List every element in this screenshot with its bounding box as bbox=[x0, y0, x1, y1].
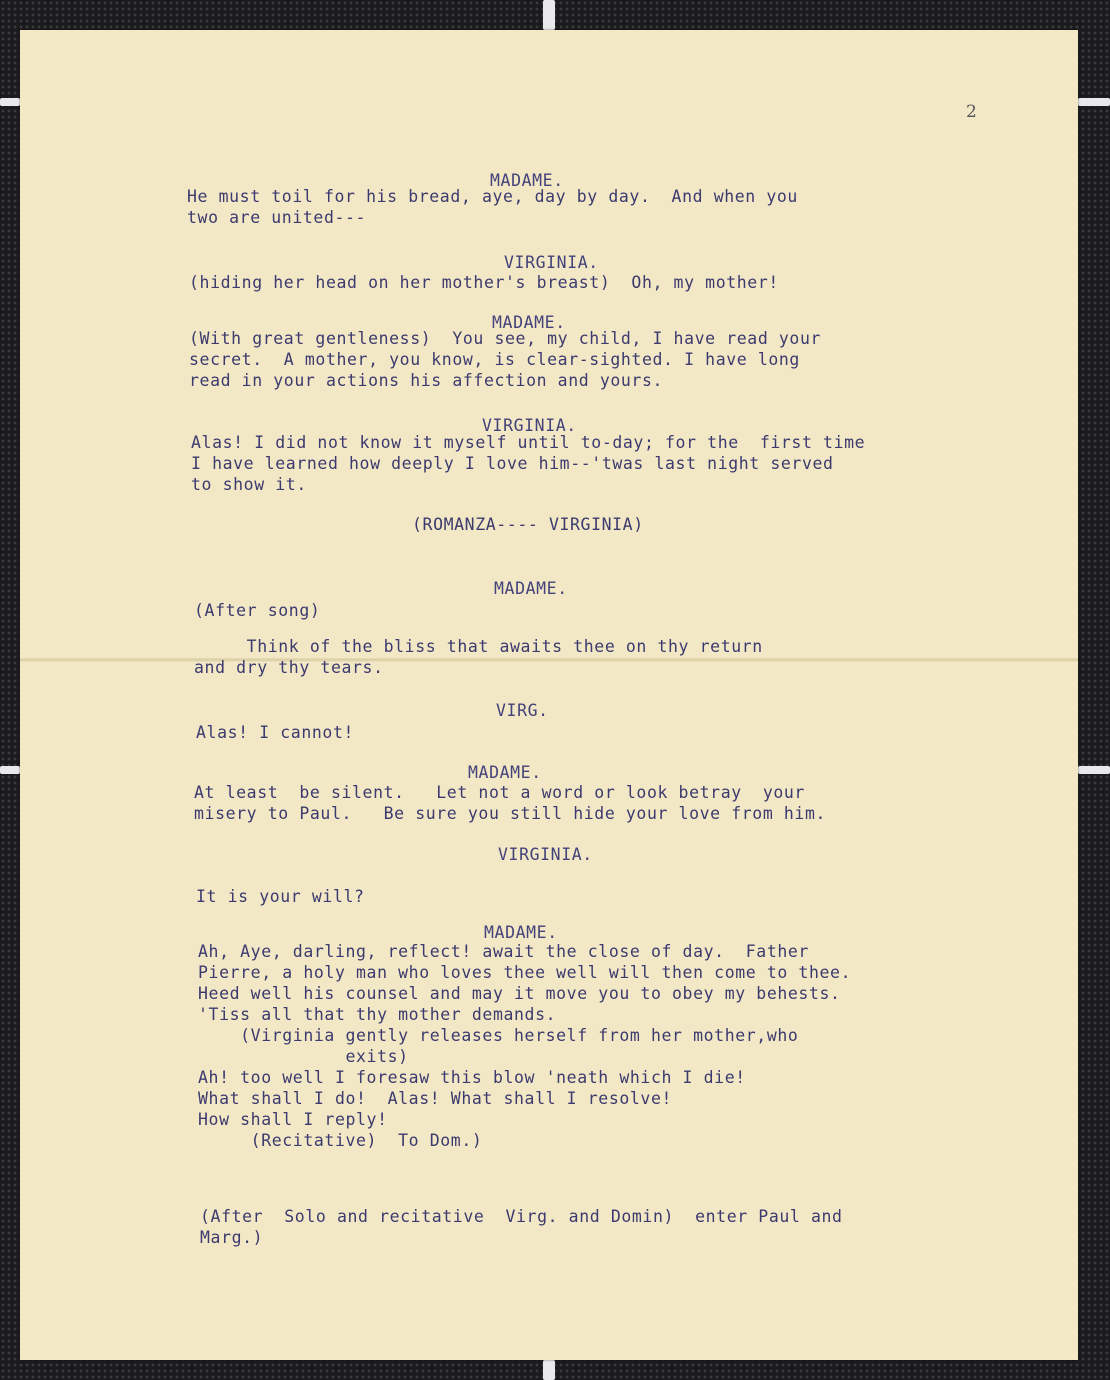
speaker-virginia: VIRGINIA. bbox=[482, 416, 577, 435]
binder-clip-right-top bbox=[1078, 98, 1110, 106]
binder-clip-left-bottom bbox=[0, 766, 20, 774]
page-number: 2 bbox=[966, 102, 978, 122]
dialogue-line: Think of the bliss that awaits thee on thy return and dry thy tears. bbox=[194, 637, 763, 677]
speaker-madame: MADAME. bbox=[468, 763, 542, 782]
romanza-heading: (ROMANZA---- VIRGINIA) bbox=[412, 515, 644, 534]
typescript-page bbox=[20, 30, 1078, 1360]
speaker-virginia: VIRGINIA. bbox=[498, 845, 593, 864]
speaker-virg: VIRG. bbox=[496, 701, 549, 720]
stage-direction-line: (After Solo and recitative Virg. and Domin) enter Paul and Marg.) bbox=[200, 1207, 843, 1247]
dialogue-line: At least be silent. Let not a word or look betray your misery to Paul. Be sure you still hide your love from him. bbox=[194, 783, 827, 823]
speaker-madame: MADAME. bbox=[494, 579, 568, 598]
stage-direction-line: (After song) bbox=[194, 601, 321, 620]
dialogue-line: It is your will? bbox=[196, 887, 365, 906]
binder-clip-right-bottom bbox=[1078, 766, 1110, 774]
dialogue-line: Alas! I did not know it myself until to-day; for the first time I have learned how deeply I love him--'twas last night served to show it. bbox=[191, 433, 866, 494]
binder-clip-left-top bbox=[0, 98, 20, 106]
dialogue-line: He must toil for his bread, aye, day by day. And when you two are united--- bbox=[187, 187, 798, 227]
speaker-madame: MADAME. bbox=[484, 923, 558, 942]
stage-direction-line: (hiding her head on her mother's breast) Oh, my mother! bbox=[189, 273, 779, 292]
binder-clip-bottom bbox=[543, 1360, 555, 1380]
speaker-madame: MADAME. bbox=[490, 171, 564, 190]
dialogue-line: Alas! I cannot! bbox=[196, 723, 355, 742]
dialogue-line: Ah, Aye, darling, reflect! await the close of day. Father Pierre, a holy man who loves thee well will then come to thee. Heed well his counsel and may it move you to obey my behests. 'Tiss all that thy mother demands. (Virginia gently releases herself from her mother,who exits) Ah! too well I foresaw this blow 'neath which I die! What shall I do! Alas! What shall I resolve! How shall I reply! (Recitative) To Dom.) bbox=[198, 942, 852, 1150]
speaker-madame: MADAME. bbox=[492, 313, 566, 332]
binder-clip-top bbox=[543, 0, 555, 30]
speaker-virginia: VIRGINIA. bbox=[504, 253, 599, 272]
dialogue-line: (With great gentleness) You see, my child, I have read your secret. A mother, you know, is clear-sighted. I have long read in your actions his affection and yours. bbox=[189, 329, 822, 390]
